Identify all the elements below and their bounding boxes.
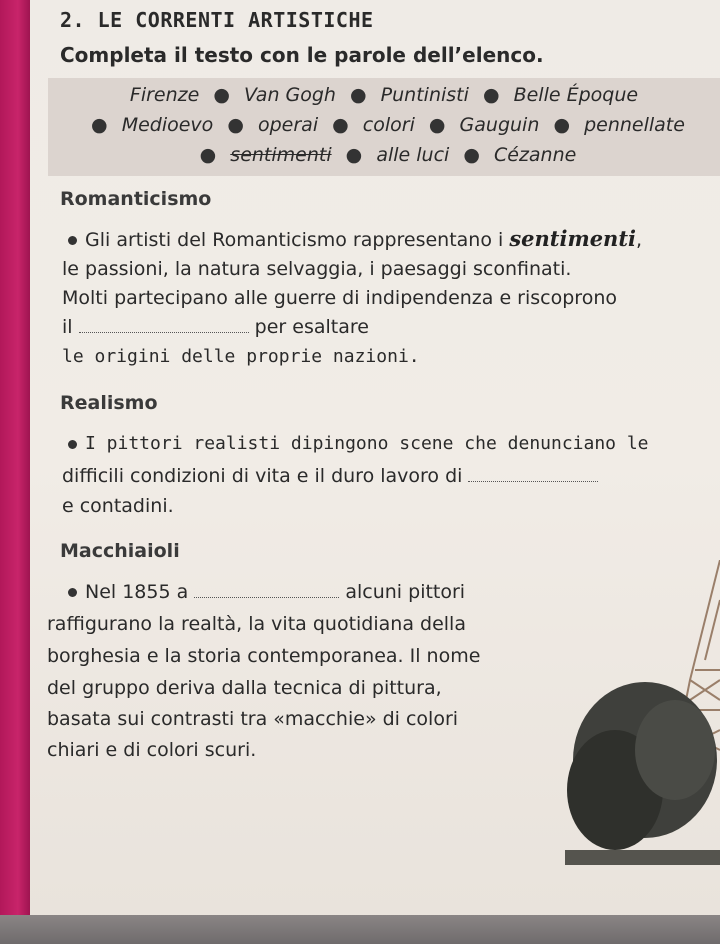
romanticismo-line-1 xyxy=(68,226,642,251)
text-fragment: per esaltare xyxy=(254,316,369,338)
word-bank-item-used: sentimenti xyxy=(230,144,332,166)
bullet-icon: ● xyxy=(213,84,230,106)
bullet-icon: ● xyxy=(199,144,217,166)
bullet-icon: ● xyxy=(463,144,480,166)
text-fragment: alcuni pittori xyxy=(345,581,466,603)
word-bank-item: pennellate xyxy=(584,114,685,136)
romanticismo-line-4 xyxy=(62,316,369,338)
macchiaioli-line-6: chiari e di colori scuri. xyxy=(47,739,257,761)
text-fragment: Gli artisti del Romanticismo rappresentano i xyxy=(85,229,504,251)
bullet-icon: ● xyxy=(345,144,363,166)
romanticismo-line-5: le origini delle proprie nazioni. xyxy=(62,346,420,367)
desk-surface xyxy=(0,915,720,944)
word-bank-item: operai xyxy=(257,114,319,136)
answer-blank[interactable] xyxy=(79,332,249,333)
tree-illustration xyxy=(565,680,720,865)
bullet-icon: ● xyxy=(350,84,367,106)
bullet-icon: ● xyxy=(553,114,571,136)
bullet-icon: ● xyxy=(482,84,500,106)
text-fragment: Nel 1855 a xyxy=(85,581,189,603)
bullet-icon: ● xyxy=(91,114,108,136)
word-bank-item: Firenze xyxy=(129,84,200,106)
bullet-icon: ● xyxy=(428,114,446,136)
word-bank-item: Cézanne xyxy=(493,144,577,166)
word-bank-item: Medioevo xyxy=(121,114,214,136)
exercise-title: 2. LE CORRENTI ARTISTICHE xyxy=(60,8,374,32)
bullet-icon xyxy=(68,588,77,597)
bullet-icon: ● xyxy=(227,114,244,136)
section-heading-macchiaioli: Macchiaioli xyxy=(60,540,180,562)
macchiaioli-line-4: del gruppo deriva dalla tecnica di pittura, xyxy=(47,677,442,699)
answer-blank[interactable] xyxy=(194,597,339,598)
macchiaioli-line-5: basata sui contrasti tra «macchie» di colori xyxy=(47,708,459,730)
exercise-instruction: Completa il testo con le parole dell’elenco. xyxy=(60,43,544,67)
realismo-line-1 xyxy=(68,433,649,454)
realismo-line-3: e contadini. xyxy=(62,495,174,517)
macchiaioli-line-2: raffigurano la realtà, la vita quotidiana della xyxy=(47,613,466,635)
bullet-icon xyxy=(68,440,77,449)
romanticismo-line-2: le passioni, la natura selvaggia, i paesaggi sconfinati. xyxy=(62,258,572,280)
text-fragment: , xyxy=(636,229,643,251)
section-heading-realismo: Realismo xyxy=(60,392,158,414)
text-fragment: difficili condizioni di vita e il duro lavoro di xyxy=(62,465,463,487)
word-bank-item: Puntinisti xyxy=(380,84,469,106)
word-bank-item: Van Gogh xyxy=(244,84,336,106)
answer-blank[interactable] xyxy=(468,481,598,482)
word-bank-item: Gauguin xyxy=(459,114,540,136)
realismo-line-2 xyxy=(62,465,598,487)
handwritten-answer: sentimenti xyxy=(509,226,636,251)
section-heading-romanticismo: Romanticismo xyxy=(60,188,212,210)
word-bank-item: colori xyxy=(362,114,415,136)
bullet-icon xyxy=(68,236,77,245)
word-bank-line-2 xyxy=(48,114,720,136)
word-bank-item: alle luci xyxy=(376,144,450,166)
word-bank-line-3 xyxy=(48,144,720,166)
book-binding-edge xyxy=(0,0,30,944)
word-bank-line-1 xyxy=(48,84,720,106)
romanticismo-line-3: Molti partecipano alle guerre di indipendenza e riscoprono xyxy=(62,287,617,309)
macchiaioli-line-3: borghesia e la storia contemporanea. Il nome xyxy=(47,645,481,667)
macchiaioli-line-1 xyxy=(68,581,465,603)
word-bank xyxy=(48,78,720,176)
word-bank-item: Belle Époque xyxy=(513,84,639,106)
bullet-icon: ● xyxy=(332,114,349,136)
text-fragment: il xyxy=(62,316,73,338)
text-fragment: I pittori realisti dipingono scene che denunciano le xyxy=(85,433,649,454)
